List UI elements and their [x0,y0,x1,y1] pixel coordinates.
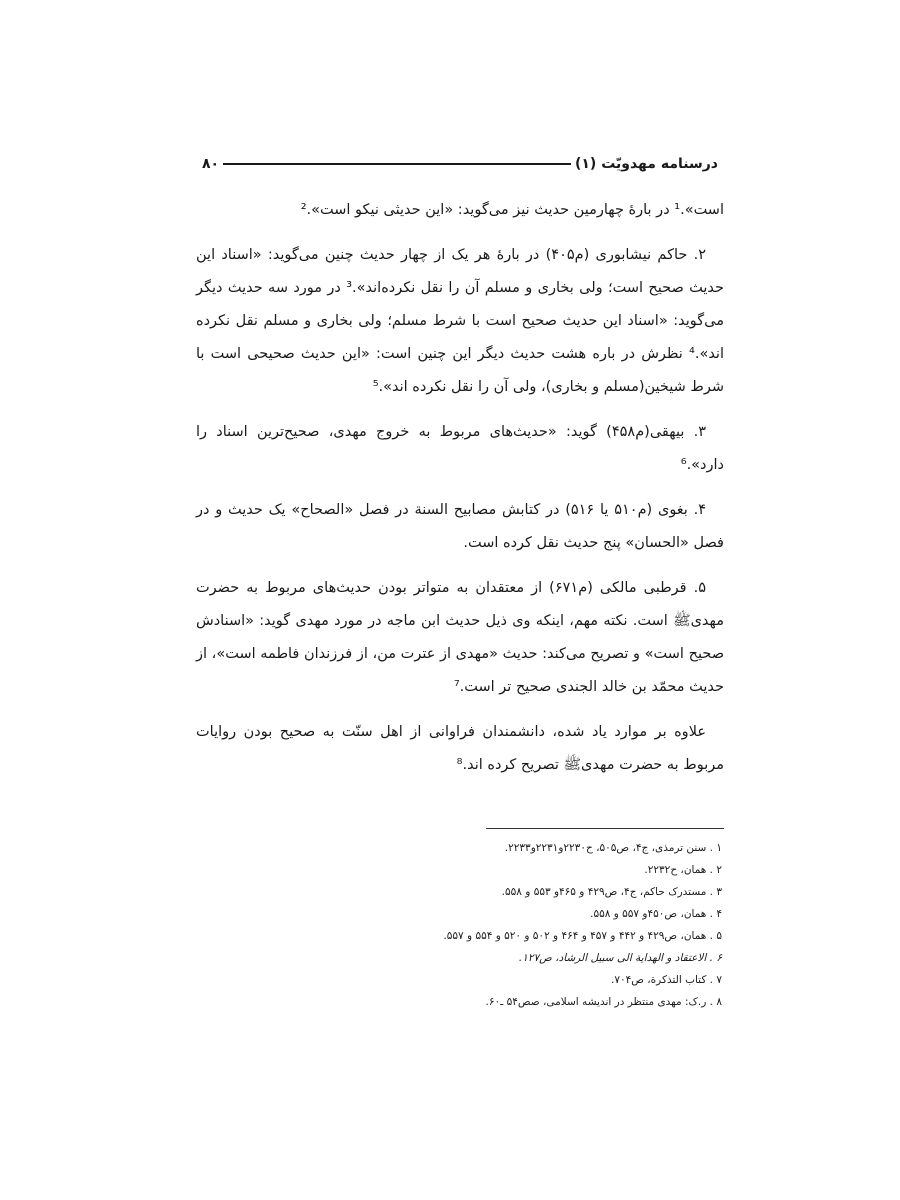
page-number: ۸۰ [202,156,220,172]
document-page [196,150,724,1013]
footnote-rule [486,828,724,829]
footnote-2: ۲ . همان، ح۲۲۳۲. [644,864,722,876]
footnotes [196,828,724,1013]
footnote-7: ۷ . کتاب التذکرة، ص۷۰۴. [610,974,722,986]
paragraph-5: ۵. قرطبی مالکی (م۶۷۱) از معتقدان به متواتر بودن حدیث‌های مربوط به حضرت مهدی‌ﷺ است. نکته مهم، اینکه وی ذیل حدیث ابن ماجه در مورد مهدی گوید: «اسنادش صحیح است» و تصریح می‌کند: حدیث «مهدی از عترت من، از فرزندان فاطمه است»، از حدیث محمّد بن خالد الجندی صحیح تر است.⁷ [196,580,724,695]
footnote-4: ۴ . همان، ص۴۵۰و ۵۵۷ و ۵۵۸. [590,908,722,920]
footnote-3: ۳ . مستدرک حاکم، ج۴، ص۴۲۹ و ۴۶۵و ۵۵۳ و ۵۵۸. [501,886,722,898]
footnote-6: ۶ . الاعتقاد و الهدایة الی سبیل الرشاد، ص۱۲۷. [518,952,722,964]
header-title: درسنامه مهدویّت (۱) [574,156,718,172]
paragraph-1: است».¹ در بارۀ چهارمین حدیث نیز می‌گوید: «این حدیثی نیکو است».² [300,202,724,218]
footnote-5: ۵ . همان، ص۴۲۹ و ۴۴۲ و ۴۵۷ و ۴۶۴ و ۵۰۲ و ۵۲۰ و ۵۵۴ و ۵۵۷. [443,930,722,942]
paragraph-4: ۴. بغوی (م۵۱۰ یا ۵۱۶) در کتابش مصابیح السنة در فصل «الصحاح» یک حدیث و در فصل «الحسان» پنج حدیث نقل کرده است. [196,502,724,551]
footnote-1: ۱ . سنن ترمذی، ج۴، ص۵۰۵، ح۲۲۳۰و۲۲۳۱و۲۲۳۳. [504,842,722,854]
running-header [196,150,724,178]
paragraph-2: ۲. حاکم نیشابوری (م۴۰۵) در بارۀ هر یک از چهار حدیث چنین می‌گوید: «اسناد این حدیث صحیح است؛ ولی بخاری و مسلم آن را نقل نکرده‌اند».³ در مورد سه حدیث دیگر می‌گوید: «اسناد این حدیث صحیح است با شرط مسلم؛ ولی بخاری و مسلم نقل نکرده اند».⁴ نظرش در باره هشت حدیث دیگر این چنین است: «این حدیث صحیحی است با شرط شیخین(مسلم و بخاری)، ولی آن را نقل نکرده اند».⁵ [196,247,724,395]
footnote-8: ۸ . ر.ک: مهدی منتظر در اندیشه اسلامی، صص۵۴ ـ۶۰. [485,996,722,1008]
paragraph-6: علاوه بر موارد یاد شده، دانشمندان فراوانی از اهل سنّت به صحیح بودن روایات مربوط به حضرت مهدی‌ﷺ تصریح کرده اند.⁸ [196,724,724,773]
paragraph-3: ۳. بیهقی(م۴۵۸) گوید: «حدیث‌های مربوط به خروج مهدی، صحیح‌ترین اسناد را دارد».⁶ [196,424,724,473]
body-text [196,194,724,782]
header-rule [223,163,571,165]
